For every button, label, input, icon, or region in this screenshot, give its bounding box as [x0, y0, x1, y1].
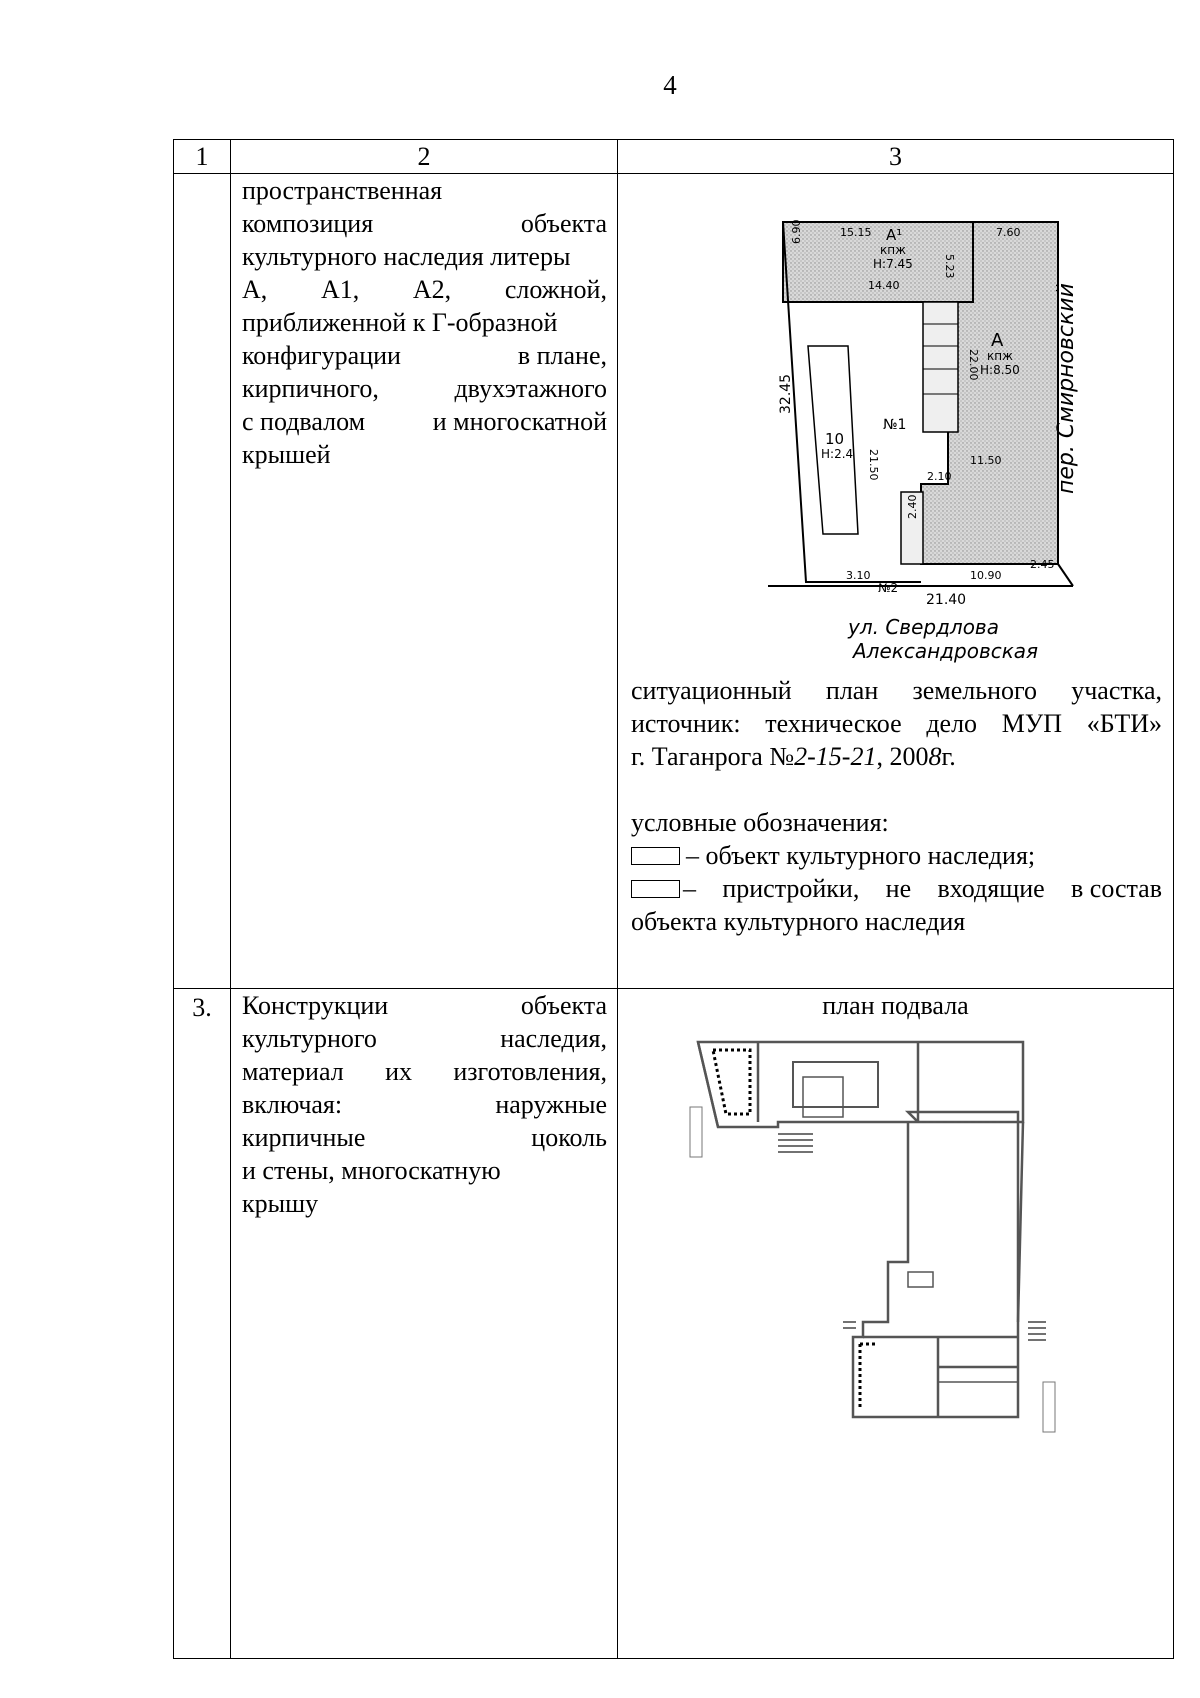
composition-text-word: А, [242, 275, 268, 304]
caption-text-word: МУП [1001, 709, 1063, 738]
table-row-constructions [174, 989, 1174, 1659]
legend-annex-word: не [885, 874, 912, 903]
constructions-text-word: материал [242, 1057, 344, 1086]
composition-text-word: кирпичного, [242, 374, 379, 403]
svg-text:№1: №1 [883, 417, 907, 433]
svg-text:2.40: 2.40 [906, 494, 919, 519]
svg-text:10.90: 10.90 [970, 569, 1002, 582]
caption-text-word: дело [926, 709, 978, 738]
svg-text:11.50: 11.50 [970, 454, 1002, 467]
constructions-text-line [242, 1154, 607, 1187]
legend-swatch-annex [631, 880, 680, 898]
svg-text:32.45: 32.45 [778, 373, 794, 414]
svg-text:2.10: 2.10 [927, 470, 952, 483]
constructions-description [231, 989, 618, 1659]
constructions-text-word: кирпичные [242, 1123, 366, 1152]
composition-text-line [242, 207, 607, 240]
composition-text-word: и многоскатной [432, 407, 607, 436]
composition-text-word: крышей [242, 440, 331, 469]
svg-text:10: 10 [825, 430, 845, 448]
composition-text-line [242, 339, 607, 372]
svg-text:14.40: 14.40 [868, 279, 900, 292]
caption-text-word: источник: [631, 709, 741, 738]
caption-text-line [631, 707, 1162, 740]
composition-text-line [242, 273, 607, 306]
caption-text-word: план [825, 676, 879, 705]
street-smirnovsky: пер. Смирновский [1054, 283, 1079, 494]
caption-text-word: техническое [765, 709, 902, 738]
legend-annex-word: – [683, 874, 696, 903]
table-row-composition [174, 174, 1174, 989]
composition-text-word: А1, [320, 275, 360, 304]
svg-text:3.10: 3.10 [846, 569, 871, 582]
svg-text:2.45: 2.45 [1030, 558, 1055, 571]
svg-text:21.50: 21.50 [867, 449, 880, 481]
svg-text:Н:2.4: Н:2.4 [821, 447, 854, 461]
svg-text:№2: №2 [878, 581, 899, 595]
constructions-text-word: и стены, многоскатную [242, 1156, 501, 1185]
constructions-text-word: изготовления, [453, 1057, 607, 1086]
constructions-text-line [242, 989, 607, 1022]
constructions-text-word: цоколь [531, 1123, 607, 1152]
constructions-text-line [242, 1055, 607, 1088]
composition-text-line [242, 372, 607, 405]
basement-plan-cell [618, 989, 1174, 1659]
street-sverdlova: ул. Свердлова [848, 615, 999, 639]
constructions-text-word: наружные [495, 1090, 607, 1119]
site-plan-drawing [618, 174, 1174, 674]
composition-text-line [242, 438, 607, 471]
caption-text-word: участка, [1071, 676, 1162, 705]
composition-text-word: композиция [242, 209, 374, 238]
page-number: 4 [663, 70, 677, 100]
row-number-cell [174, 174, 231, 989]
composition-text-word: конфигурации [242, 341, 401, 370]
basement-plan-drawing [618, 1022, 1174, 1482]
composition-text-word: пространственная [242, 176, 443, 205]
header-col-1: 1 [174, 140, 231, 174]
attributes-table [173, 139, 1174, 1659]
table-header-row [174, 140, 1174, 174]
composition-text-line [242, 306, 607, 339]
header-col-2: 2 [231, 140, 618, 174]
composition-text-word: в плане, [517, 341, 607, 370]
svg-text:кпж: кпж [987, 349, 1013, 363]
caption-text-word: ситуационный [631, 676, 792, 705]
composition-text-line [242, 405, 607, 438]
composition-text-word: сложной, [504, 275, 607, 304]
constructions-text-word: наследия, [500, 1024, 607, 1053]
legend-title: условные обозначения: [631, 808, 889, 837]
svg-text:Н:7.45: Н:7.45 [873, 257, 913, 271]
site-plan-cell [618, 174, 1174, 989]
legend-annex-word: пристройки, [722, 874, 860, 903]
row-number-cell: 3. [174, 989, 231, 1659]
legend-item-heritage: – объект культурного наследия; [631, 839, 1162, 872]
composition-text-line [242, 240, 607, 273]
constructions-text-line [242, 1088, 607, 1121]
svg-text:21.40: 21.40 [926, 592, 967, 608]
composition-text-word: с подвалом [242, 407, 366, 436]
constructions-text-word: включая: [242, 1090, 343, 1119]
svg-text:А: А [991, 330, 1004, 351]
street-alexandrovskaya: Александровская [853, 639, 1039, 663]
svg-text:6.90: 6.90 [790, 219, 803, 244]
composition-text-word: А2, [412, 275, 452, 304]
constructions-text-word: их [385, 1057, 412, 1086]
composition-description [231, 174, 618, 989]
composition-text-line [242, 174, 607, 207]
svg-text:А¹: А¹ [886, 226, 903, 244]
annex-strip [923, 302, 958, 432]
composition-text-word: приближенной к Г-образной [242, 308, 558, 337]
caption-line-3: г. Таганрога № 2-15-21 , 200 8 г. [631, 742, 956, 771]
site-plan-caption [618, 674, 1173, 938]
constructions-text-word: крышу [242, 1189, 319, 1218]
basement-plan-title: план подвала [822, 991, 969, 1020]
header-col-3: 3 [618, 140, 1174, 174]
legend-swatch-heritage [631, 847, 680, 865]
svg-text:5.23: 5.23 [943, 254, 956, 279]
svg-text:кпж: кпж [880, 243, 906, 257]
constructions-text-word: Конструкции [242, 991, 389, 1020]
caption-text-line [631, 674, 1162, 707]
legend-annex-word: в состав [1071, 874, 1162, 903]
constructions-text-line [242, 1121, 607, 1154]
composition-text-word: объекта [520, 209, 607, 238]
constructions-text-word: культурного [242, 1024, 377, 1053]
svg-text:22.00: 22.00 [967, 349, 980, 381]
caption-text-word: земельного [912, 676, 1038, 705]
legend-item-annex [631, 872, 1162, 905]
legend-annex-word: входящие [937, 874, 1045, 903]
composition-text-word: культурного наследия литеры [242, 242, 571, 271]
svg-text:Н:8.50: Н:8.50 [980, 363, 1020, 377]
legend-item-annex-tail: объекта культурного наследия [631, 907, 966, 936]
caption-text-word: «БТИ» [1086, 709, 1162, 738]
composition-text-word: двухэтажного [454, 374, 607, 403]
svg-text:7.60: 7.60 [996, 226, 1021, 239]
basement-top-wing [698, 1042, 1023, 1417]
constructions-text-line [242, 1187, 607, 1220]
svg-text:15.15: 15.15 [840, 226, 872, 239]
constructions-text-line [242, 1022, 607, 1055]
constructions-text-word: объекта [520, 991, 607, 1020]
